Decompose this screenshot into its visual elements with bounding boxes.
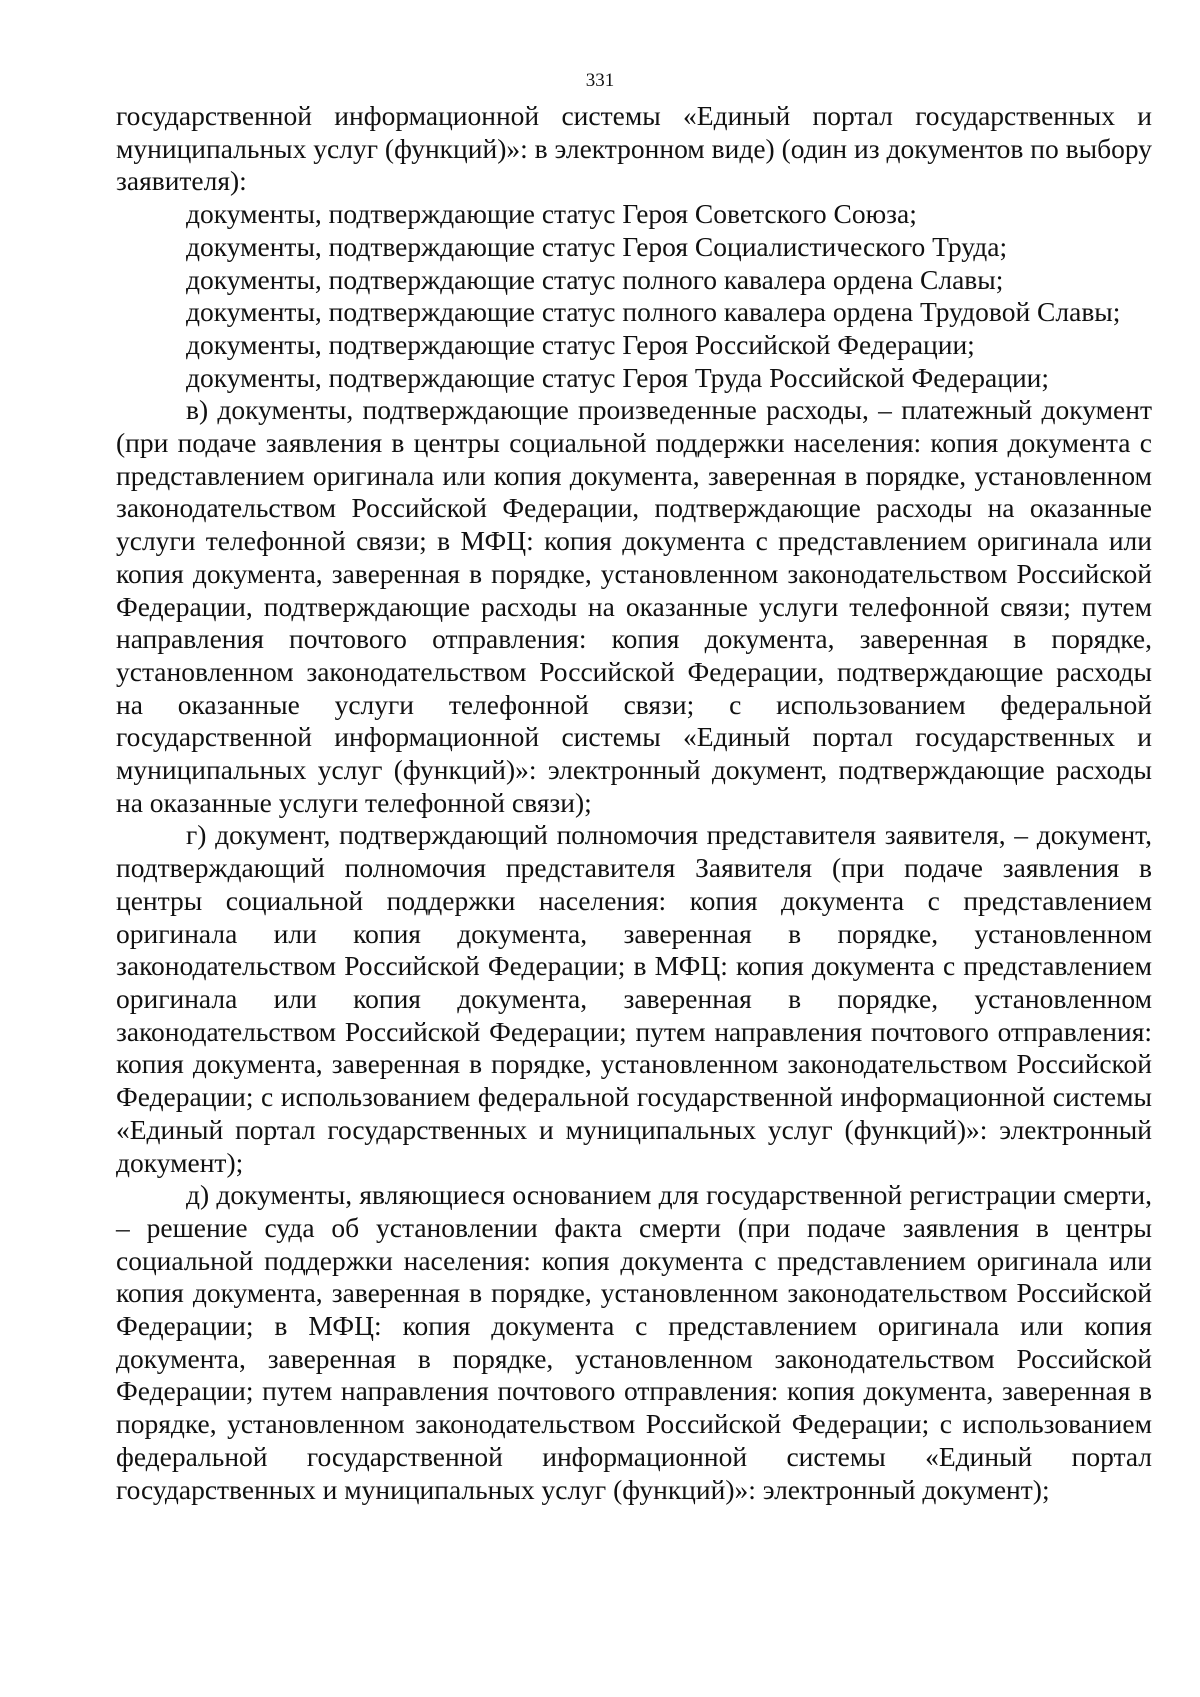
paragraph-v-expenses: в) документы, подтверждающие произведенные расходы, – платежный документ (при подаче заявления в центры социальной поддержки населения: копия документа с представлением оригинала или копия документа, заверенная в порядке, установленном законодательством Российской Федерации, подтверждающие расходы на оказанные услуги телефонной связи; в МФЦ: копия документа с представлением оригинала или копия документа, заверенная в порядке, установленном законодательством Российской Федерации, подтверждающие расходы на оказанные услуги телефонной связи; путем направления почтового отправления: копия документа, заверенная в порядке, установленном законодательством Российской Федерации, подтверждающие расходы на оказанные услуги телефонной связи; с использованием федеральной государственной информационной системы «Единый портал государственных и муниципальных услуг (функций)»: электронный документ, подтверждающие расходы на оказанные услуги телефонной связи); xyxy=(116,394,1152,818)
list-item-hero-of-labor: документы, подтверждающие статус Героя Труда Российской Федерации; xyxy=(186,361,1050,393)
list-item-order-of-labor-glory: документы, подтверждающие статус полного кавалера ордена Трудовой Славы; xyxy=(186,296,1121,328)
paragraph-continuation: государственной информационной системы «Единый портал государственных и муниципальных услуг (функций)»: в электронном виде) (один из документов по выбору заявителя): xyxy=(116,100,1152,197)
list-item-hero-soviet-union: документы, подтверждающие статус Героя Советского Союза; xyxy=(186,198,917,230)
list-item-order-of-glory: документы, подтверждающие статус полного кавалера ордена Славы; xyxy=(186,263,1004,295)
paragraph-g-representative: г) документ, подтверждающий полномочия представителя заявителя, – документ, подтверждающий полномочия представителя Заявителя (при подаче заявления в центры социальной поддержки населения: копия документа с представлением оригинала или копия документа, заверенная в порядке, установленном законодательством Российской Федерации; в МФЦ: копия документа с представлением оригинала или копия документа, заверенная в порядке, установленном законодательством Российской Федерации; путем направления почтового отправления: копия документа, заверенная в порядке, установленном законодательством Российской Федерации; с использованием федеральной государственной информационной системы «Единый портал государственных и муниципальных услуг (функций)»: электронный документ); xyxy=(116,819,1152,1178)
document-body xyxy=(116,100,1152,1506)
list-item-hero-socialist-labor: документы, подтверждающие статус Героя Социалистического Труда; xyxy=(186,230,1008,262)
list-item-hero-russian-federation: документы, подтверждающие статус Героя Российской Федерации; xyxy=(186,328,975,360)
paragraph-d-death-registration: д) документы, являющиеся основанием для государственной регистрации смерти, – решение суда об установлении факта смерти (при подаче заявления в центры социальной поддержки населения: копия документа с представлением оригинала или копия документа, заверенная в порядке, установленном законодательством Российской Федерации; в МФЦ: копия документа с представлением оригинала или копия документа, заверенная в порядке, установленном законодательством Российской Федерации; путем направления почтового отправления: копия документа, заверенная в порядке, установленном законодательством Российской Федерации; с использованием федеральной государственной информационной системы «Единый портал государственных и муниципальных услуг (функций)»: электронный документ); xyxy=(116,1179,1152,1505)
page-number: 331 xyxy=(585,70,615,91)
